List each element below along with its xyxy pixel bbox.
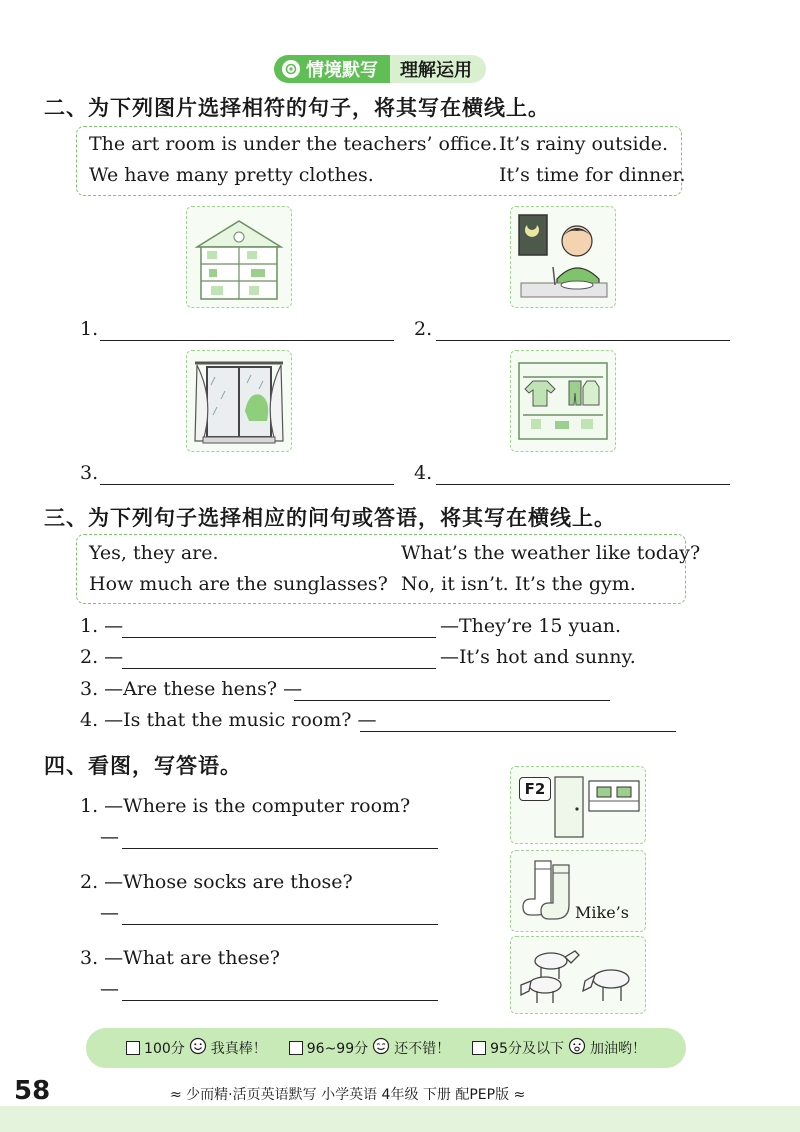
answer-line[interactable] <box>100 484 394 485</box>
score-option[interactable] <box>289 1037 450 1059</box>
option-text: Yes, they are. <box>89 542 219 564</box>
score-label: 100分 <box>144 1041 185 1057</box>
question-text: 1. —Where is the computer room? <box>80 795 411 817</box>
checkbox[interactable] <box>289 1041 303 1055</box>
section3-title: 三、为下列句子选择相应的问句或答语，将其写在横线上。 <box>44 506 616 530</box>
question-text: 4. —Is that the music room? — <box>80 709 377 731</box>
section3-options-box <box>76 534 701 604</box>
score-bar <box>86 1028 686 1068</box>
question-number: 1. — <box>80 615 124 637</box>
option-text: How much are the sunglasses? <box>89 573 388 595</box>
blank-number: 2. <box>414 318 433 340</box>
answer-line[interactable] <box>294 700 610 701</box>
score-option[interactable] <box>472 1037 646 1059</box>
question-text: 3. —Are these hens? — <box>80 678 303 700</box>
score-option[interactable] <box>126 1037 267 1059</box>
school-building-picture <box>186 206 292 308</box>
cheer-icon <box>568 1037 586 1059</box>
floor-label: F2 <box>519 777 551 801</box>
badge-icon <box>282 60 300 78</box>
banner-subtitle: 理解运用 <box>390 55 486 83</box>
horses-picture <box>510 936 646 1014</box>
option-text: What’s the weather like today? <box>401 542 701 564</box>
section4-title: 四、看图，写答语。 <box>44 754 242 778</box>
answer-dash: — <box>100 902 119 924</box>
computer-room-picture <box>510 766 646 844</box>
footer-text: ≈ 少而精·活页英语默写 小学英语 4年级 下册 配PEP版 ≈ <box>170 1087 526 1103</box>
blank-number: 1. <box>80 318 99 340</box>
given-answer: —They’re 15 yuan. <box>440 615 622 637</box>
banner-tag <box>274 55 390 83</box>
answer-line[interactable] <box>100 340 394 341</box>
answer-line[interactable] <box>360 731 676 732</box>
option-text: The art room is under the teachers’ office. <box>89 133 498 155</box>
score-label: 96~99分 <box>306 1041 369 1057</box>
option-text: We have many pretty clothes. <box>89 164 374 186</box>
banner-tag-text: 情境默写 <box>306 60 378 81</box>
section-banner <box>274 55 486 83</box>
footer-band <box>0 1106 800 1132</box>
answer-line[interactable] <box>122 924 438 925</box>
page-number: 58 <box>14 1076 51 1106</box>
score-comment: 还不错！ <box>394 1041 451 1057</box>
option-text: No, it isn’t. It’s the gym. <box>401 573 636 595</box>
checkbox[interactable] <box>472 1041 486 1055</box>
score-label: 95分及以下 <box>490 1041 564 1057</box>
answer-dash: — <box>100 978 119 1000</box>
answer-line[interactable] <box>436 340 730 341</box>
answer-line[interactable] <box>122 637 436 638</box>
smile-icon <box>189 1037 207 1059</box>
question-text: 3. —What are these? <box>80 947 280 969</box>
clothes-shop-picture <box>510 350 616 452</box>
score-comment: 我真棒！ <box>210 1041 267 1057</box>
answer-line[interactable] <box>122 1000 438 1001</box>
socks-picture <box>510 850 646 932</box>
score-comment: 加油哟！ <box>589 1041 646 1057</box>
section2-options-box <box>76 126 686 196</box>
answer-line[interactable] <box>122 848 438 849</box>
option-text: It’s time for dinner. <box>499 164 686 186</box>
answer-dash: — <box>100 826 119 848</box>
given-answer: —It’s hot and sunny. <box>440 646 636 668</box>
answer-line[interactable] <box>122 668 436 669</box>
question-number: 2. — <box>80 646 124 668</box>
boy-dinner-picture <box>510 206 616 308</box>
option-text: It’s rainy outside. <box>499 133 669 155</box>
answer-line[interactable] <box>436 484 730 485</box>
owner-label: Mike’s <box>575 903 629 922</box>
smile-icon <box>372 1037 390 1059</box>
checkbox[interactable] <box>126 1041 140 1055</box>
question-text: 2. —Whose socks are those? <box>80 871 353 893</box>
rainy-window-picture <box>186 350 292 452</box>
section2-title: 二、为下列图片选择相符的句子，将其写在横线上。 <box>44 96 550 120</box>
blank-number: 3. <box>80 462 99 484</box>
blank-number: 4. <box>414 462 433 484</box>
